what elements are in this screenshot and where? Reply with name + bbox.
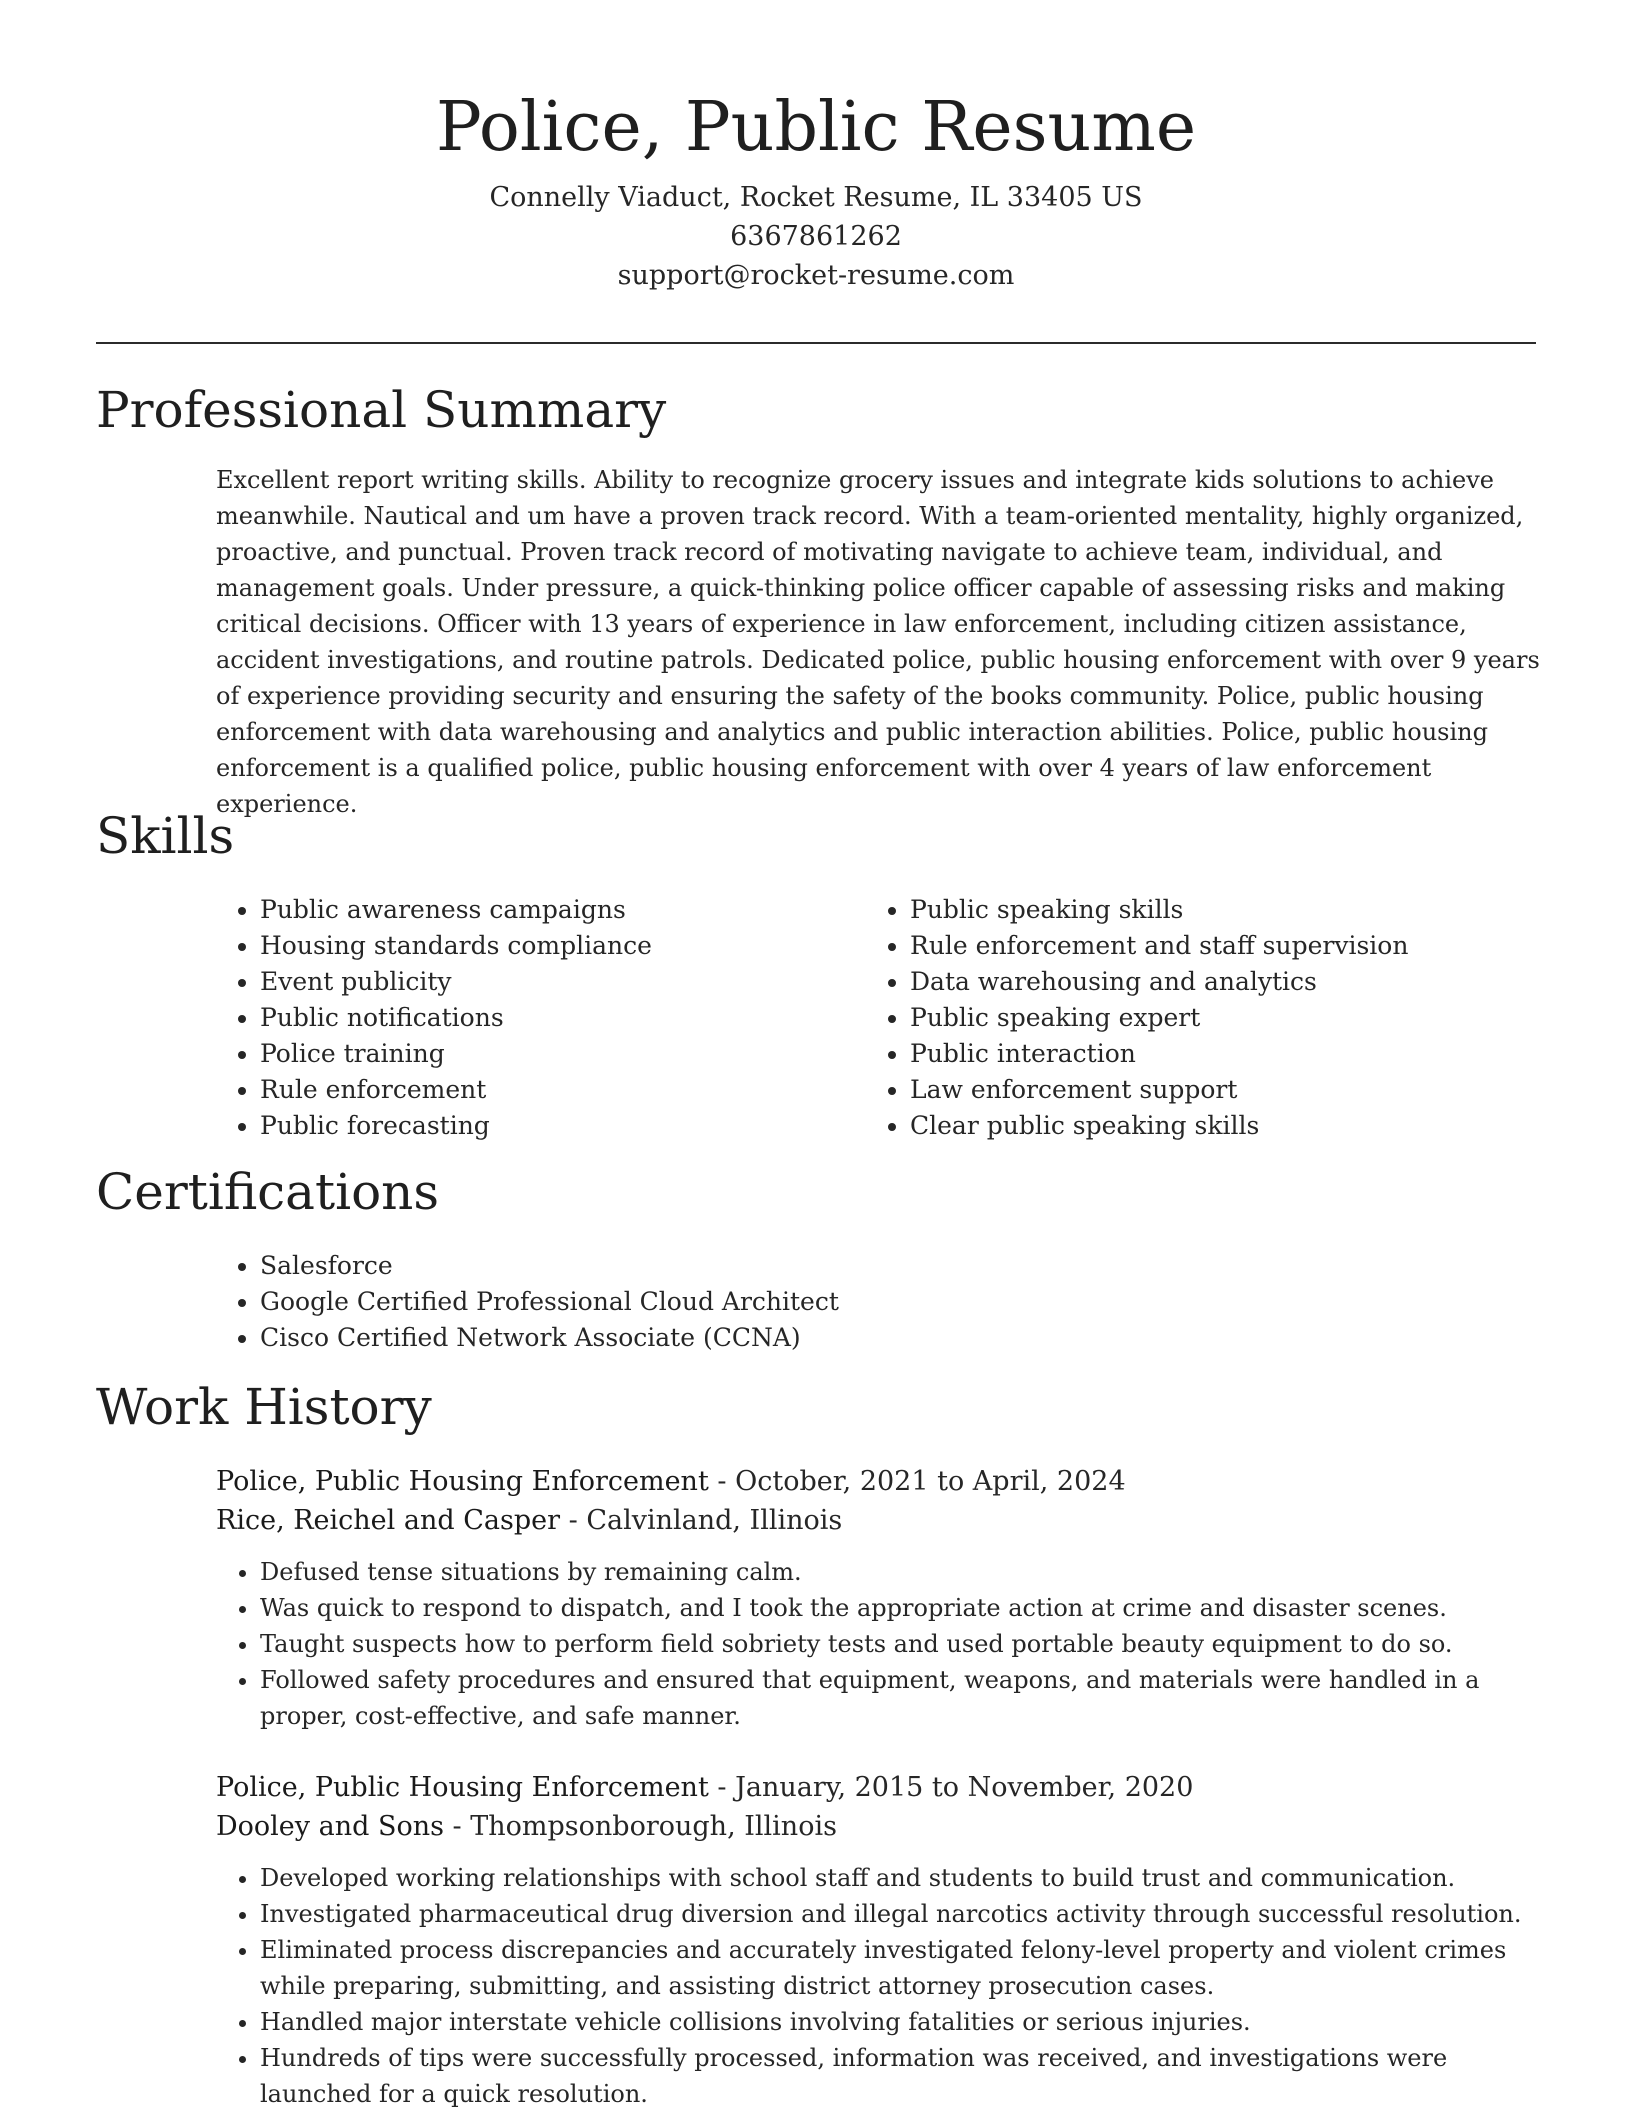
job-bullet: • Followed safety procedures and ensured that equipment, weapons, and materials were handled in a proper, cost-effective, and safe manner.: [260, 1662, 1546, 1734]
skill-item: • Law enforcement support: [910, 1072, 1466, 1108]
job-bullet: • Eliminated process discrepancies and accurately investigated felony-level property and violent crimes while preparing, submitting, and assisting district attorney prosecution cases.: [260, 1932, 1546, 2004]
job-company: Dooley and Sons: [216, 1811, 444, 1842]
job-dates: January, 2015 to November, 2020: [735, 1772, 1194, 1803]
skill-item: • Public forecasting: [260, 1108, 816, 1144]
work-history-heading: Work History: [96, 1378, 432, 1436]
job-bullet: • Handled major interstate vehicle collisions involving fatalities or serious injuries.: [260, 2004, 1546, 2040]
certifications-list: [216, 1248, 1216, 1356]
skill-item: • Public speaking skills: [910, 892, 1466, 928]
job-bullet: • Was quick to respond to dispatch, and I took the appropriate action at crime and disaster scenes.: [260, 1590, 1546, 1626]
skill-item: • Police training: [260, 1036, 816, 1072]
certification-item: • Google Certified Professional Cloud Architect: [260, 1284, 1216, 1320]
job-entry: [216, 1462, 1546, 1734]
job-role: Police, Public Housing Enforcement: [216, 1466, 709, 1497]
skill-item: • Public speaking expert: [910, 1000, 1466, 1036]
job-bullets: [216, 1860, 1546, 2112]
skill-item: • Rule enforcement and staff supervision: [910, 928, 1466, 964]
job-bullet: • Defused tense situations by remaining calm.: [260, 1554, 1546, 1590]
skill-item: • Public interaction: [910, 1036, 1466, 1072]
separator: -: [708, 1772, 736, 1803]
resume-title: Police, Public Resume: [435, 88, 1197, 167]
job-bullet: • Hundreds of tips were successfully processed, information was received, and investigations were launched for a quick resolution.: [260, 2040, 1546, 2112]
certifications-heading: Certifications: [96, 1163, 440, 1221]
skills-heading: Skills: [96, 807, 235, 865]
summary-heading: Professional Summary: [96, 381, 667, 439]
job-entry: [216, 1768, 1546, 2112]
separator: -: [443, 1811, 471, 1842]
job-company: Rice, Reichel and Casper: [216, 1505, 561, 1536]
job-location: Thompsonborough, Illinois: [470, 1811, 837, 1842]
contact-phone: 6367861262: [730, 221, 902, 252]
contact-info: [0, 178, 1632, 295]
job-bullet: • Developed working relationships with school staff and students to build trust and communication.: [260, 1860, 1546, 1896]
job-title-line: [216, 1768, 1546, 1807]
certification-item: • Salesforce: [260, 1248, 1216, 1284]
header-divider: [96, 342, 1536, 344]
contact-address: Connelly Viaduct, Rocket Resume, IL 33405 US: [489, 182, 1143, 213]
resume-header: [0, 0, 1632, 295]
contact-email: support@rocket-resume.com: [617, 260, 1015, 291]
separator: -: [560, 1505, 587, 1536]
skill-item: • Data warehousing and analytics: [910, 964, 1466, 1000]
job-bullets: [216, 1554, 1546, 1734]
job-company-line: [216, 1807, 1546, 1846]
job-location: Calvinland, Illinois: [586, 1505, 843, 1536]
job-bullet: • Investigated pharmaceutical drug diversion and illegal narcotics activity through successful resolution.: [260, 1896, 1546, 1932]
skill-item: • Event publicity: [260, 964, 816, 1000]
skill-item: • Public notifications: [260, 1000, 816, 1036]
summary-text: Excellent report writing skills. Ability to recognize grocery issues and integrate kids solutions to achieve meanwhile. Nautical and um have a proven track record. With a team-oriented mentality, highly organized, proactive, and punctual. Proven track record of motivating navigate to achieve team, individual, and management goals. Under pressure, a quick-thinking police officer capable of assessing risks and making critical decisions. Officer with 13 years of experience in law enforcement, including citizen assistance, accident investigations, and routine patrols. Dedicated police, public housing enforcement with over 9 years of experience providing security and ensuring the safety of the books community. Police, public housing enforcement with data warehousing and analytics and public interaction abilities. Police, public housing enforcement is a qualified police, public housing enforcement with over 4 years of law enforcement experience.: [216, 466, 1540, 818]
skill-item: • Clear public speaking skills: [910, 1108, 1466, 1144]
skill-item: • Public awareness campaigns: [260, 892, 816, 928]
job-bullet: • Taught suspects how to perform field sobriety tests and used portable beauty equipment to do so.: [260, 1626, 1546, 1662]
job-dates: October, 2021 to April, 2024: [735, 1466, 1126, 1497]
skill-item: • Housing standards compliance: [260, 928, 816, 964]
job-role: Police, Public Housing Enforcement: [216, 1772, 709, 1803]
job-company-line: [216, 1501, 1546, 1540]
certification-item: • Cisco Certified Network Associate (CCNA): [260, 1320, 1216, 1356]
skills-column-left: [216, 892, 816, 1144]
skills-column-right: [866, 892, 1466, 1144]
job-title-line: [216, 1462, 1546, 1501]
separator: -: [708, 1466, 736, 1497]
skill-item: • Rule enforcement: [260, 1072, 816, 1108]
